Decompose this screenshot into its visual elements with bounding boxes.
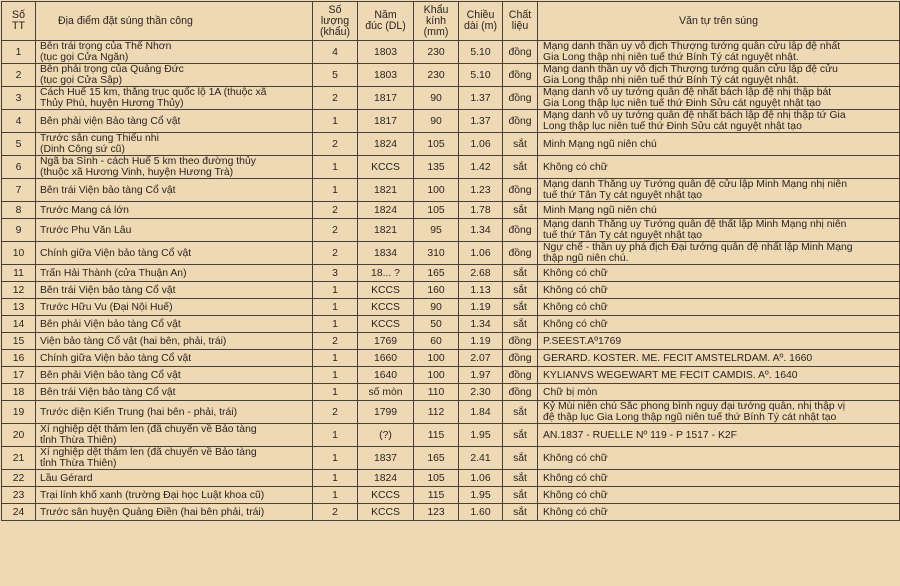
cell-caliber: 60	[414, 333, 459, 350]
cell-year: KCCS	[358, 316, 414, 333]
cell-inscription: KYLIANVS WEGEWART ME FECIT CAMDIS. Aº. 1640	[538, 367, 900, 384]
cell-stt: 5	[2, 133, 36, 156]
cell-year: KCCS	[358, 487, 414, 504]
table-row	[2, 487, 900, 504]
cell-year: 1824	[358, 133, 414, 156]
cell-year: 1799	[358, 401, 414, 424]
cell-caliber: 105	[414, 470, 459, 487]
cell-caliber: 165	[414, 265, 459, 282]
cell-length: 1.97	[459, 367, 503, 384]
cell-material: sắt	[503, 447, 538, 470]
cell-stt: 21	[2, 447, 36, 470]
cell-stt: 9	[2, 219, 36, 242]
cell-quantity: 1	[313, 316, 358, 333]
table-row	[2, 110, 900, 133]
cell-inscription: P.SEEST.Aº1769	[538, 333, 900, 350]
cell-inscription: Ngự chế - thần uy phá địch Đại tướng quân đệ nhất lập Minh Mạng thập ngũ niên chú.	[538, 242, 900, 265]
header-stt: Số TT	[2, 2, 36, 41]
cell-location: Cách Huế 15 km, thẳng trục quốc lộ 1A (thuộc xã Thủy Phù, huyện Hương Thủy)	[36, 87, 313, 110]
cell-stt: 10	[2, 242, 36, 265]
header-location: Địa điểm đặt súng thần công	[36, 2, 313, 41]
cell-location: Xí nghiệp dệt thảm len (đã chuyển về Bảo tàng tỉnh Thừa Thiên)	[36, 424, 313, 447]
cell-length: 1.95	[459, 424, 503, 447]
cell-inscription: Không có chữ	[538, 265, 900, 282]
cell-location: Trại lính khố xanh (trường Đại học Luật khoa cũ)	[36, 487, 313, 504]
cell-inscription: GERARD. KOSTER. ME. FECIT AMSTELRDAM. Aº. 1660	[538, 350, 900, 367]
cell-caliber: 112	[414, 401, 459, 424]
header-row	[2, 2, 900, 41]
cell-material: đồng	[503, 333, 538, 350]
table-row	[2, 367, 900, 384]
cell-location: Trước sân huyện Quảng Điền (hai bên phải, trái)	[36, 504, 313, 521]
cell-material: sắt	[503, 282, 538, 299]
cell-inscription: Kỷ Mùi niên chú Sắc phong bình nguy đại tướng quân, nhị thập vị đệ thập lục Gia Long thập ngũ niên tuế thứ Bính Tý cát nhật tạo	[538, 401, 900, 424]
cell-inscription: Không có chữ	[538, 282, 900, 299]
cell-material: đồng	[503, 384, 538, 401]
cell-length: 5.10	[459, 41, 503, 64]
cell-year: KCCS	[358, 156, 414, 179]
cell-stt: 4	[2, 110, 36, 133]
cell-inscription: Không có chữ	[538, 487, 900, 504]
cell-inscription: Không có chữ	[538, 299, 900, 316]
cell-quantity: 1	[313, 424, 358, 447]
cell-location: Chính giữa Viện bảo tàng Cổ vật	[36, 350, 313, 367]
table-row	[2, 384, 900, 401]
cell-material: sắt	[503, 424, 538, 447]
cell-material: sắt	[503, 470, 538, 487]
cell-quantity: 1	[313, 179, 358, 202]
cell-year: 1817	[358, 110, 414, 133]
cell-location: Lầu Gérard	[36, 470, 313, 487]
cell-location: Bên phải viện Bảo tàng Cổ vật	[36, 110, 313, 133]
cell-length: 1.19	[459, 299, 503, 316]
cell-quantity: 2	[313, 87, 358, 110]
cell-quantity: 1	[313, 487, 358, 504]
cell-quantity: 1	[313, 367, 358, 384]
cell-quantity: 1	[313, 384, 358, 401]
cell-caliber: 110	[414, 384, 459, 401]
cell-stt: 12	[2, 282, 36, 299]
cell-length: 2.41	[459, 447, 503, 470]
cell-length: 1.06	[459, 133, 503, 156]
cell-caliber: 123	[414, 504, 459, 521]
cell-material: đồng	[503, 110, 538, 133]
cell-quantity: 1	[313, 282, 358, 299]
cell-quantity: 3	[313, 265, 358, 282]
cell-length: 1.37	[459, 87, 503, 110]
cell-length: 1.19	[459, 333, 503, 350]
cell-caliber: 105	[414, 202, 459, 219]
table-row	[2, 447, 900, 470]
cell-location: Bên phải Viện bảo tàng Cổ vật	[36, 367, 313, 384]
cell-caliber: 165	[414, 447, 459, 470]
cell-caliber: 100	[414, 179, 459, 202]
cell-quantity: 1	[313, 156, 358, 179]
cell-material: sắt	[503, 265, 538, 282]
cell-stt: 8	[2, 202, 36, 219]
table-row	[2, 350, 900, 367]
cell-stt: 15	[2, 333, 36, 350]
cell-length: 2.30	[459, 384, 503, 401]
cell-year: KCCS	[358, 299, 414, 316]
table-row	[2, 504, 900, 521]
cell-stt: 2	[2, 64, 36, 87]
cell-year: 1803	[358, 41, 414, 64]
cell-year: 1640	[358, 367, 414, 384]
cell-caliber: 90	[414, 87, 459, 110]
cell-stt: 1	[2, 41, 36, 64]
cell-year: (?)	[358, 424, 414, 447]
cell-caliber: 100	[414, 367, 459, 384]
cell-quantity: 2	[313, 133, 358, 156]
cell-location: Bên trái trọng của Thể Nhơn (tục gọi Cửa Ngăn)	[36, 41, 313, 64]
cell-location: Xí nghiệp dệt thảm len (đã chuyển về Bảo tàng tỉnh Thừa Thiên)	[36, 447, 313, 470]
cell-year: 1821	[358, 179, 414, 202]
table-row	[2, 265, 900, 282]
cell-caliber: 160	[414, 282, 459, 299]
cell-stt: 7	[2, 179, 36, 202]
table-row	[2, 299, 900, 316]
cell-inscription: Mạng danh thần uy vô địch Thượng tướng quân cửu lập đệ nhất Gia Long thập nhị niên tuế thứ Bính Tý cát nguyệt nhật.	[538, 41, 900, 64]
table-row	[2, 424, 900, 447]
cell-length: 1.06	[459, 242, 503, 265]
cell-length: 1.34	[459, 219, 503, 242]
header-inscription: Văn tự trên súng	[538, 2, 900, 41]
cell-length: 1.13	[459, 282, 503, 299]
cell-caliber: 90	[414, 110, 459, 133]
cell-location: Viện bảo tàng Cổ vật (hai bên, phải, trái)	[36, 333, 313, 350]
cell-stt: 24	[2, 504, 36, 521]
cell-stt: 23	[2, 487, 36, 504]
cell-stt: 19	[2, 401, 36, 424]
cell-material: sắt	[503, 202, 538, 219]
cell-location: Trước Phu Văn Lâu	[36, 219, 313, 242]
cell-year: 1824	[358, 202, 414, 219]
table-row	[2, 202, 900, 219]
table-row	[2, 41, 900, 64]
cell-quantity: 4	[313, 41, 358, 64]
table-row	[2, 316, 900, 333]
cell-caliber: 100	[414, 350, 459, 367]
cell-location: Trước Mang cá lớn	[36, 202, 313, 219]
cell-inscription: Không có chữ	[538, 447, 900, 470]
header-year: Năm đúc (DL)	[358, 2, 414, 41]
cell-material: sắt	[503, 156, 538, 179]
cell-length: 1.37	[459, 110, 503, 133]
cell-year: số mòn	[358, 384, 414, 401]
cell-year: 18... ?	[358, 265, 414, 282]
cell-quantity: 2	[313, 202, 358, 219]
table-row	[2, 219, 900, 242]
cell-year: 1834	[358, 242, 414, 265]
cell-stt: 22	[2, 470, 36, 487]
cell-quantity: 5	[313, 64, 358, 87]
header-quantity: Số lượng (khẩu)	[313, 2, 358, 41]
cell-caliber: 135	[414, 156, 459, 179]
cell-caliber: 230	[414, 64, 459, 87]
cell-stt: 16	[2, 350, 36, 367]
cell-location: Trước Hữu Vu (Đại Nội Huế)	[36, 299, 313, 316]
cell-quantity: 2	[313, 401, 358, 424]
cell-length: 1.42	[459, 156, 503, 179]
cell-caliber: 230	[414, 41, 459, 64]
cell-length: 2.68	[459, 265, 503, 282]
cell-caliber: 90	[414, 299, 459, 316]
cell-length: 1.23	[459, 179, 503, 202]
table-row	[2, 179, 900, 202]
cell-quantity: 2	[313, 242, 358, 265]
cell-length: 5.10	[459, 64, 503, 87]
cell-material: sắt	[503, 401, 538, 424]
cell-location: Trước sân cung Thiếu nhi (Dinh Công sứ cũ)	[36, 133, 313, 156]
cell-stt: 14	[2, 316, 36, 333]
cell-location: Bên trái Viện bảo tàng Cổ vật	[36, 179, 313, 202]
cell-inscription: Không có chữ	[538, 316, 900, 333]
cell-inscription: Mạng danh vô uy tướng quân đệ nhất bách lập đệ nhị thập tứ Gia Long thập lục niên tuế thứ Đinh Sửu cát nguyệt nhật tạo	[538, 110, 900, 133]
header-caliber: Khẩu kính (mm)	[414, 2, 459, 41]
cell-quantity: 1	[313, 299, 358, 316]
header-material: Chất liệu	[503, 2, 538, 41]
cell-inscription: Không có chữ	[538, 504, 900, 521]
cell-material: đồng	[503, 179, 538, 202]
cell-length: 2.07	[459, 350, 503, 367]
table-row	[2, 401, 900, 424]
cell-quantity: 1	[313, 110, 358, 133]
cell-stt: 18	[2, 384, 36, 401]
cell-stt: 11	[2, 265, 36, 282]
cell-stt: 6	[2, 156, 36, 179]
cell-length: 1.95	[459, 487, 503, 504]
cell-length: 1.78	[459, 202, 503, 219]
cell-year: 1817	[358, 87, 414, 110]
cannon-table	[1, 1, 900, 521]
cell-caliber: 310	[414, 242, 459, 265]
cell-caliber: 50	[414, 316, 459, 333]
cell-location: Ngã ba Sình - cách Huế 5 km theo đường thủy (thuộc xã Hương Vinh, huyện Hương Trà)	[36, 156, 313, 179]
cell-caliber: 115	[414, 424, 459, 447]
cell-inscription: Chữ bị mòn	[538, 384, 900, 401]
table-row	[2, 156, 900, 179]
cell-year: KCCS	[358, 504, 414, 521]
cell-stt: 17	[2, 367, 36, 384]
table-row	[2, 242, 900, 265]
cell-location: Bên phải Viện bảo tàng Cổ vật	[36, 316, 313, 333]
cell-caliber: 105	[414, 133, 459, 156]
cell-material: sắt	[503, 316, 538, 333]
table-row	[2, 87, 900, 110]
header-length: Chiều dài (m)	[459, 2, 503, 41]
cell-year: KCCS	[358, 282, 414, 299]
cell-year: 1803	[358, 64, 414, 87]
cell-material: đồng	[503, 350, 538, 367]
table-row	[2, 64, 900, 87]
table-row	[2, 133, 900, 156]
cell-year: 1660	[358, 350, 414, 367]
cell-quantity: 1	[313, 350, 358, 367]
cell-length: 1.60	[459, 504, 503, 521]
cell-quantity: 1	[313, 470, 358, 487]
table-row	[2, 333, 900, 350]
cell-year: 1824	[358, 470, 414, 487]
cell-stt: 20	[2, 424, 36, 447]
cell-inscription: Minh Mạng ngũ niên chú	[538, 202, 900, 219]
cell-quantity: 2	[313, 333, 358, 350]
cell-caliber: 115	[414, 487, 459, 504]
cell-location: Bên phải trọng của Quảng Đức (tục gọi Cửa Sập)	[36, 64, 313, 87]
cell-material: đồng	[503, 41, 538, 64]
cell-material: sắt	[503, 299, 538, 316]
cell-stt: 13	[2, 299, 36, 316]
cell-quantity: 1	[313, 447, 358, 470]
cell-material: đồng	[503, 367, 538, 384]
cell-location: Trấn Hải Thành (cửa Thuận An)	[36, 265, 313, 282]
cell-length: 1.34	[459, 316, 503, 333]
cell-material: đồng	[503, 87, 538, 110]
cell-inscription: Không có chữ	[538, 156, 900, 179]
table-row	[2, 282, 900, 299]
cell-inscription: Mạng danh vô uy tướng quân đệ nhất bách lập đệ nhị thập bát Gia Long thập lục niên tuế thứ Đinh Sửu cát nguyệt nhật tạo	[538, 87, 900, 110]
cell-location: Chính giữa Viện bảo tàng Cổ vật	[36, 242, 313, 265]
cell-inscription: Mạng danh thần uy vô địch Thượng tướng quân cửu lập đệ cửu Gia Long thập nhị niên tuế thứ Bính Tý cát nguyệt nhật.	[538, 64, 900, 87]
cell-length: 1.84	[459, 401, 503, 424]
cell-quantity: 2	[313, 219, 358, 242]
cell-year: 1821	[358, 219, 414, 242]
cell-inscription: Mạng danh Thắng uy Tướng quân đệ cửu lập Minh Mạng nhị niên tuế thứ Tân Tỵ cát nguyệt nhật tạo	[538, 179, 900, 202]
cell-material: sắt	[503, 487, 538, 504]
cell-inscription: AN.1837 - RUELLE Nº 119 - P 1517 - K2F	[538, 424, 900, 447]
table-body	[2, 41, 900, 521]
cell-length: 1.06	[459, 470, 503, 487]
cell-material: đồng	[503, 242, 538, 265]
cell-year: 1769	[358, 333, 414, 350]
cell-inscription: Không có chữ	[538, 470, 900, 487]
cell-material: đồng	[503, 219, 538, 242]
cell-material: sắt	[503, 133, 538, 156]
cell-location: Trước diện Kiến Trung (hai bên - phải, trái)	[36, 401, 313, 424]
cell-material: đồng	[503, 64, 538, 87]
cell-inscription: Minh Mạng ngũ niên chú	[538, 133, 900, 156]
cell-location: Bên trái Viện bảo tàng Cổ vật	[36, 384, 313, 401]
cell-caliber: 95	[414, 219, 459, 242]
cell-stt: 3	[2, 87, 36, 110]
cell-material: sắt	[503, 504, 538, 521]
cell-location: Bên trái Viện bảo tàng Cổ vật	[36, 282, 313, 299]
cell-quantity: 2	[313, 504, 358, 521]
table-row	[2, 470, 900, 487]
cell-inscription: Mạng danh Thắng uy Tướng quân đệ thất lập Minh Mạng nhị niên tuế thứ Tân Tỵ cát nguyệt nhật tạo	[538, 219, 900, 242]
cell-year: 1837	[358, 447, 414, 470]
